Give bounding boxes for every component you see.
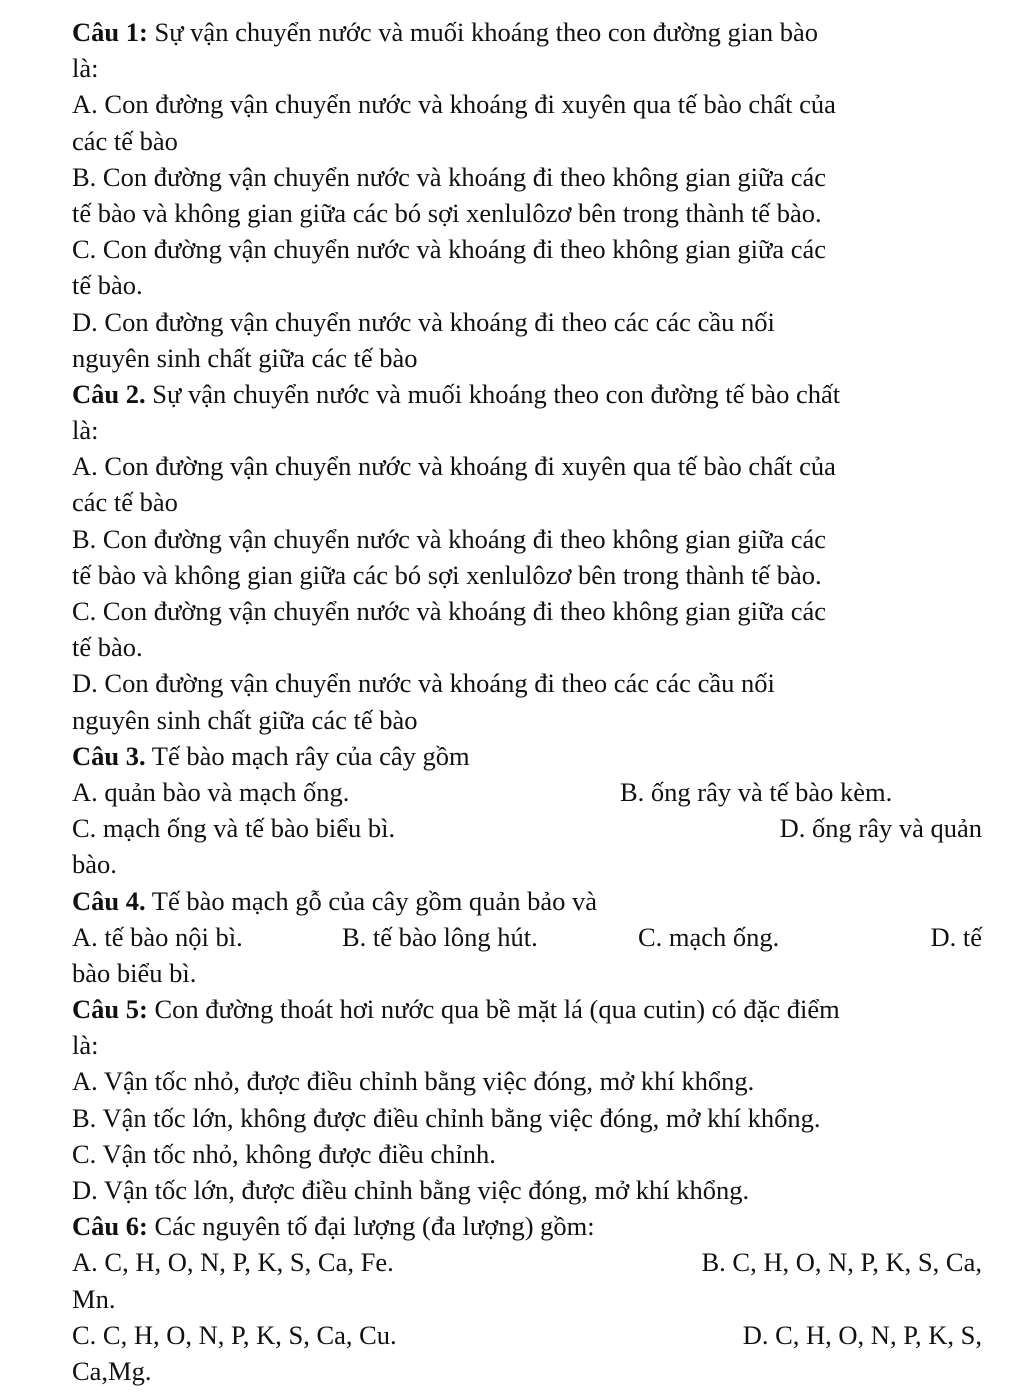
option-a-cont: các tế bào <box>72 487 178 518</box>
option-a: A. Con đường vận chuyển nước và khoáng đi xuyên qua tế bào chất của <box>72 89 836 120</box>
option-b: B. C, H, O, N, P, K, S, Ca, <box>701 1247 982 1278</box>
option-d: D. ống rây và quản <box>779 813 982 844</box>
options-row-ab <box>72 774 982 810</box>
stem-text: là: <box>72 53 99 84</box>
question-number: Câu 2. <box>72 378 146 409</box>
option-a: A. tế bào nội bì. <box>72 921 243 952</box>
question-number: Câu 3. <box>72 740 146 771</box>
stem-text: Tế bào mạch gỗ của cây gồm quản bảo và <box>151 885 597 916</box>
stem-text: Tế bào mạch rây của cây gồm <box>151 740 470 771</box>
option-d: D. Con đường vận chuyển nước và khoáng đi theo các các cầu nối <box>72 668 775 699</box>
option-b-cont: tế bào và không gian giữa các bó sợi xenlulôzơ bên trong thành tế bào. <box>72 197 822 228</box>
option-a: A. Vận tốc nhỏ, được điều chỉnh bằng việc đóng, mở khí khổng. <box>72 1066 755 1097</box>
question-number: Câu 1: <box>72 17 148 47</box>
stem-text: Sự vận chuyển nước và muối khoáng theo con đường gian bào <box>154 17 819 47</box>
stem-text: Sự vận chuyển nước và muối khoáng theo con đường tế bào chất <box>152 378 841 409</box>
option-b: B. tế bào lông hút. <box>342 921 538 952</box>
question-4 <box>72 883 982 992</box>
option-a: A. C, H, O, N, P, K, S, Ca, Fe. <box>72 1247 394 1278</box>
option-b: B. Vận tốc lớn, không được điều chỉnh bằng việc đóng, mở khí khổng. <box>72 1102 821 1133</box>
question-1 <box>72 14 982 376</box>
stem-text: là: <box>72 415 99 446</box>
options-row-abcd <box>72 919 982 955</box>
option-d: D. C, H, O, N, P, K, S, <box>742 1319 982 1350</box>
question-3-stem <box>72 738 982 774</box>
question-2-stem <box>72 376 982 412</box>
option-c: C. mạch ống và tế bào biểu bì. <box>72 813 396 844</box>
option-d-cont: nguyên sinh chất giữa các tế bào <box>72 342 418 373</box>
option-a-cont: các tế bào <box>72 125 178 156</box>
question-4-stem <box>72 883 982 919</box>
question-6-stem <box>72 1208 982 1244</box>
options-row-cd <box>72 1317 982 1353</box>
question-2 <box>72 376 982 738</box>
question-6 <box>72 1208 982 1389</box>
option-b: B. Con đường vận chuyển nước và khoáng đi theo không gian giữa các <box>72 161 827 192</box>
option-a: A. quản bào và mạch ống. <box>72 776 350 807</box>
exam-document <box>72 14 982 1389</box>
stem-text: Con đường thoát hơi nước qua bề mặt lá (qua cutin) có đặc điểm <box>154 994 840 1025</box>
option-c: C. Vận tốc nhỏ, không được điều chỉnh. <box>72 1138 496 1169</box>
option-c: C. Con đường vận chuyển nước và khoáng đi theo không gian giữa các <box>72 596 827 626</box>
question-5 <box>72 991 982 1208</box>
option-a: A. Con đường vận chuyển nước và khoáng đi xuyên qua tế bào chất của <box>72 451 836 482</box>
option-c: C. Con đường vận chuyển nước và khoáng đi theo không gian giữa các <box>72 234 827 265</box>
option-d: D. Vận tốc lớn, được điều chỉnh bằng việc đóng, mở khí khổng. <box>72 1175 750 1205</box>
option-b: B. Con đường vận chuyển nước và khoáng đi theo không gian giữa các <box>72 523 827 554</box>
option-c: C. C, H, O, N, P, K, S, Ca, Cu. <box>72 1319 397 1350</box>
option-d-cont: bào biểu bì. <box>72 957 197 988</box>
option-b-cont: tế bào và không gian giữa các bó sợi xenlulôzơ bên trong thành tế bào. <box>72 559 822 590</box>
question-number: Câu 5: <box>72 994 148 1025</box>
option-d-cont: Ca,Mg. <box>72 1355 152 1386</box>
option-d-cont: nguyên sinh chất giữa các tế bào <box>72 704 418 735</box>
question-1-stem <box>72 14 982 50</box>
option-c-cont: tế bào. <box>72 632 143 663</box>
question-5-stem <box>72 991 982 1027</box>
question-number: Câu 4. <box>72 885 146 916</box>
option-d: D. Con đường vận chuyển nước và khoáng đi theo các các cầu nối <box>72 306 775 337</box>
option-c-cont: tế bào. <box>72 270 143 301</box>
stem-text: là: <box>72 1030 99 1061</box>
option-d-cont: bào. <box>72 849 117 880</box>
options-row-cd <box>72 810 982 846</box>
option-d: D. tế <box>930 921 982 952</box>
question-3 <box>72 738 982 883</box>
option-b: B. ống rây và tế bào kèm. <box>620 776 893 807</box>
options-row-ab <box>72 1244 982 1280</box>
stem-text: Các nguyên tố đại lượng (đa lượng) gồm: <box>154 1211 595 1242</box>
question-number: Câu 6: <box>72 1211 148 1242</box>
option-b-cont: Mn. <box>72 1283 116 1314</box>
option-c: C. mạch ống. <box>638 921 780 952</box>
